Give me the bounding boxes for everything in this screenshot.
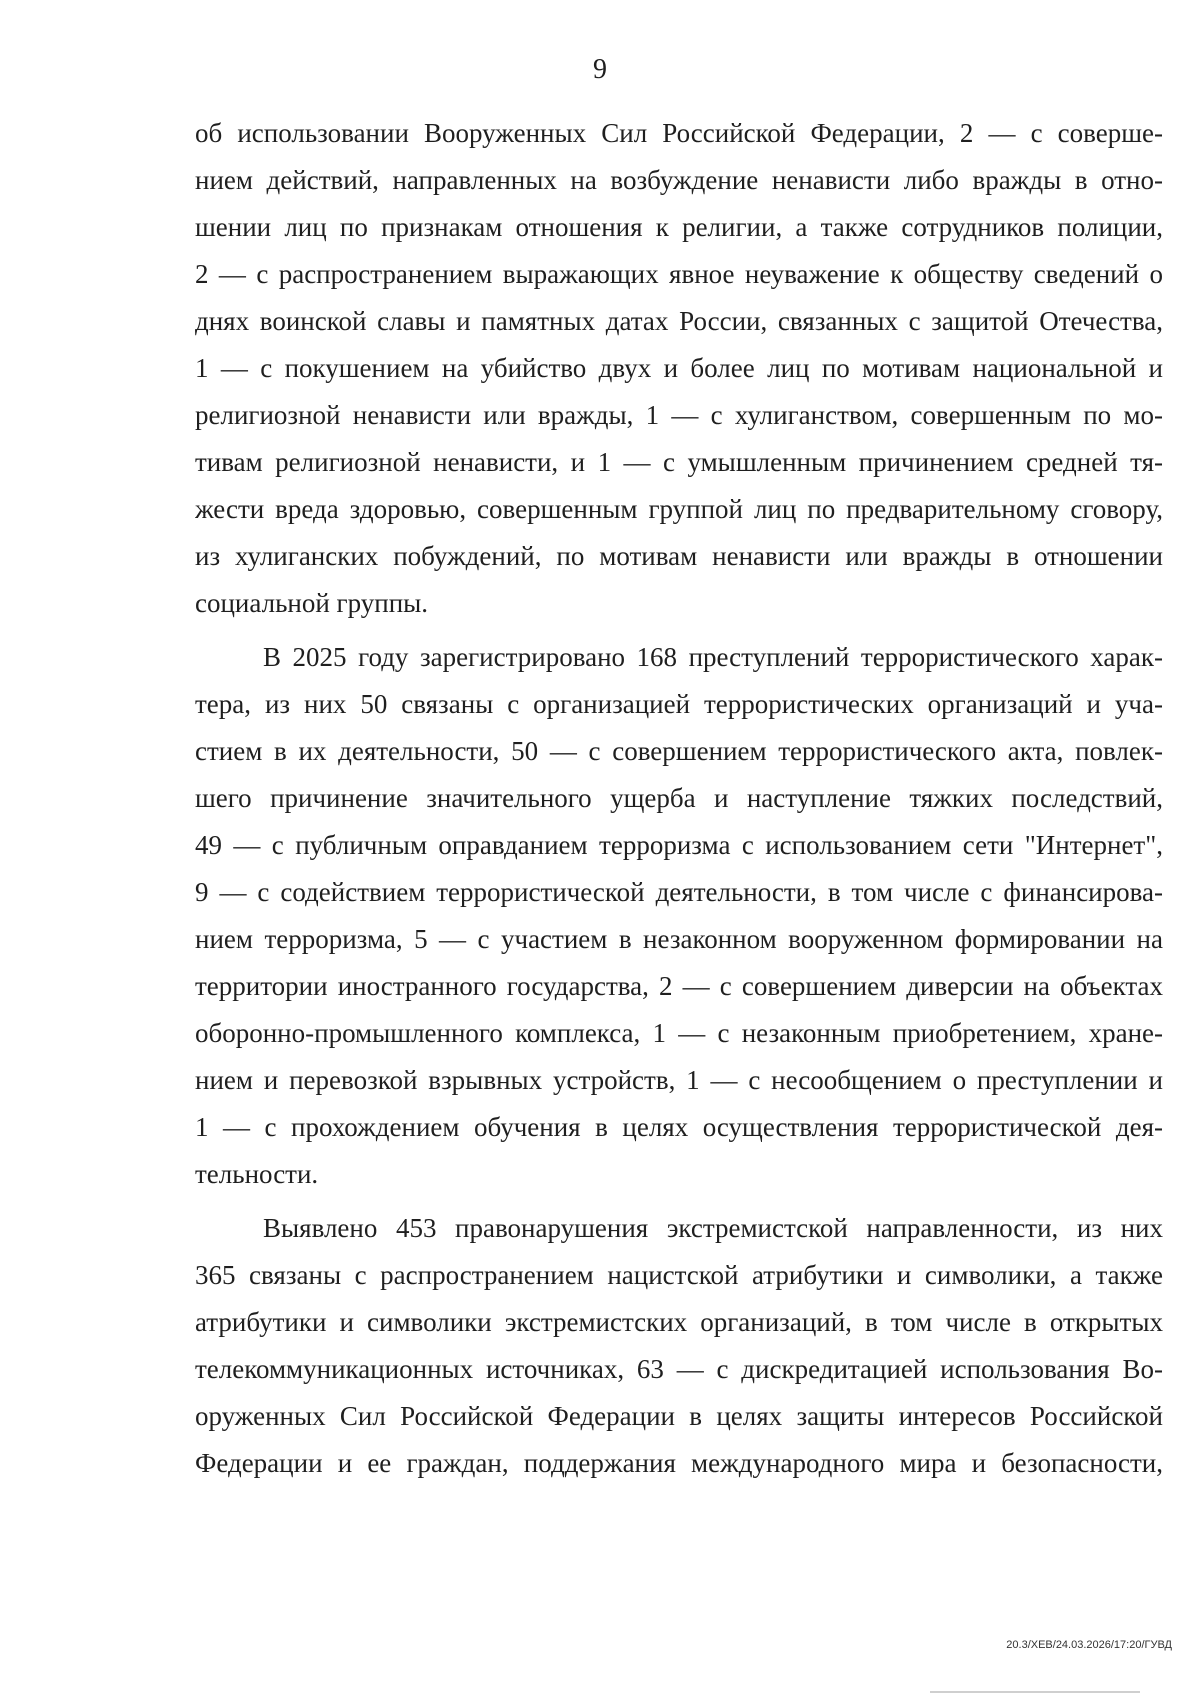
text-line: нием терроризма, 5 — с участием в незаконном вооруженном формировании на [195, 924, 1163, 954]
text-line: 1 — с прохождением обучения в целях осуществления террористической дея- [195, 1112, 1163, 1142]
text-line: религиозной ненависти или вражды, 1 — с хулиганством, совершенным по мо- [195, 400, 1163, 430]
text-line: об использовании Вооруженных Сил Российской Федерации, 2 — с соверше- [195, 118, 1163, 148]
text-line: атрибутики и символики экстремистских организаций, в том числе в открытых [195, 1307, 1163, 1337]
text-line: социальной группы. [195, 588, 429, 618]
scan-edge-mark [930, 1691, 1140, 1693]
paragraph [195, 1205, 1163, 1487]
text-line: 49 — с публичным оправданием терроризма с использованием сети "Интернет", [195, 830, 1163, 860]
registration-stamp: 20.3/ХЕВ/24.03.2026/17:20/ГУВД [1006, 1639, 1172, 1651]
text-line: Федерации и ее граждан, поддержания международного мира и безопасности, [195, 1448, 1163, 1478]
page-number: 9 [593, 54, 607, 85]
text-line: шего причинение значительного ущерба и наступление тяжких последствий, [195, 783, 1163, 813]
paragraph [195, 110, 1163, 627]
text-line: оборонно-промышленного комплекса, 1 — с незаконным приобретением, хране- [195, 1018, 1163, 1048]
paragraph-gap [195, 627, 1163, 634]
text-line: днях воинской славы и памятных датах России, связанных с защитой Отечества, [195, 306, 1163, 336]
text-line: шении лиц по признакам отношения к религии, а также сотрудников полиции, [195, 212, 1163, 242]
text-line: нием и перевозкой взрывных устройств, 1 — с несообщением о преступлении и [195, 1065, 1163, 1095]
text-line: Выявлено 453 правонарушения экстремистской направленности, из них [263, 1213, 1163, 1243]
text-line: 2 — с распространением выражающих явное неуважение к обществу сведений о [195, 259, 1163, 289]
text-line: стием в их деятельности, 50 — с совершением террористического акта, повлек- [195, 736, 1163, 766]
text-line: тивам религиозной ненависти, и 1 — с умышленным причинением средней тя- [195, 447, 1163, 477]
text-line: тельности. [195, 1159, 319, 1189]
text-line: 365 связаны с распространением нацистской атрибутики и символики, а также [195, 1260, 1163, 1290]
text-line: 9 — с содействием террористической деятельности, в том числе с финансирова- [195, 877, 1163, 907]
text-line: нием действий, направленных на возбуждение ненависти либо вражды в отно- [195, 165, 1163, 195]
paragraph [195, 634, 1163, 1198]
text-line: из хулиганских побуждений, по мотивам ненависти или вражды в отношении [195, 541, 1163, 571]
text-line: тера, из них 50 связаны с организацией террористических организаций и уча- [195, 689, 1163, 719]
text-line: территории иностранного государства, 2 — с совершением диверсии на объектах [195, 971, 1163, 1001]
text-line: жести вреда здоровью, совершенным группой лиц по предварительному сговору, [195, 494, 1163, 524]
text-line: телекоммуникационных источниках, 63 — с дискредитацией использования Во- [195, 1354, 1163, 1384]
text-line: оруженных Сил Российской Федерации в целях защиты интересов Российской [195, 1401, 1163, 1431]
paragraph-gap [195, 1198, 1163, 1205]
text-line: В 2025 году зарегистрировано 168 преступлений террористического харак- [263, 642, 1163, 672]
text-line: 1 — с покушением на убийство двух и более лиц по мотивам национальной и [195, 353, 1163, 383]
document-body [195, 110, 1163, 1487]
